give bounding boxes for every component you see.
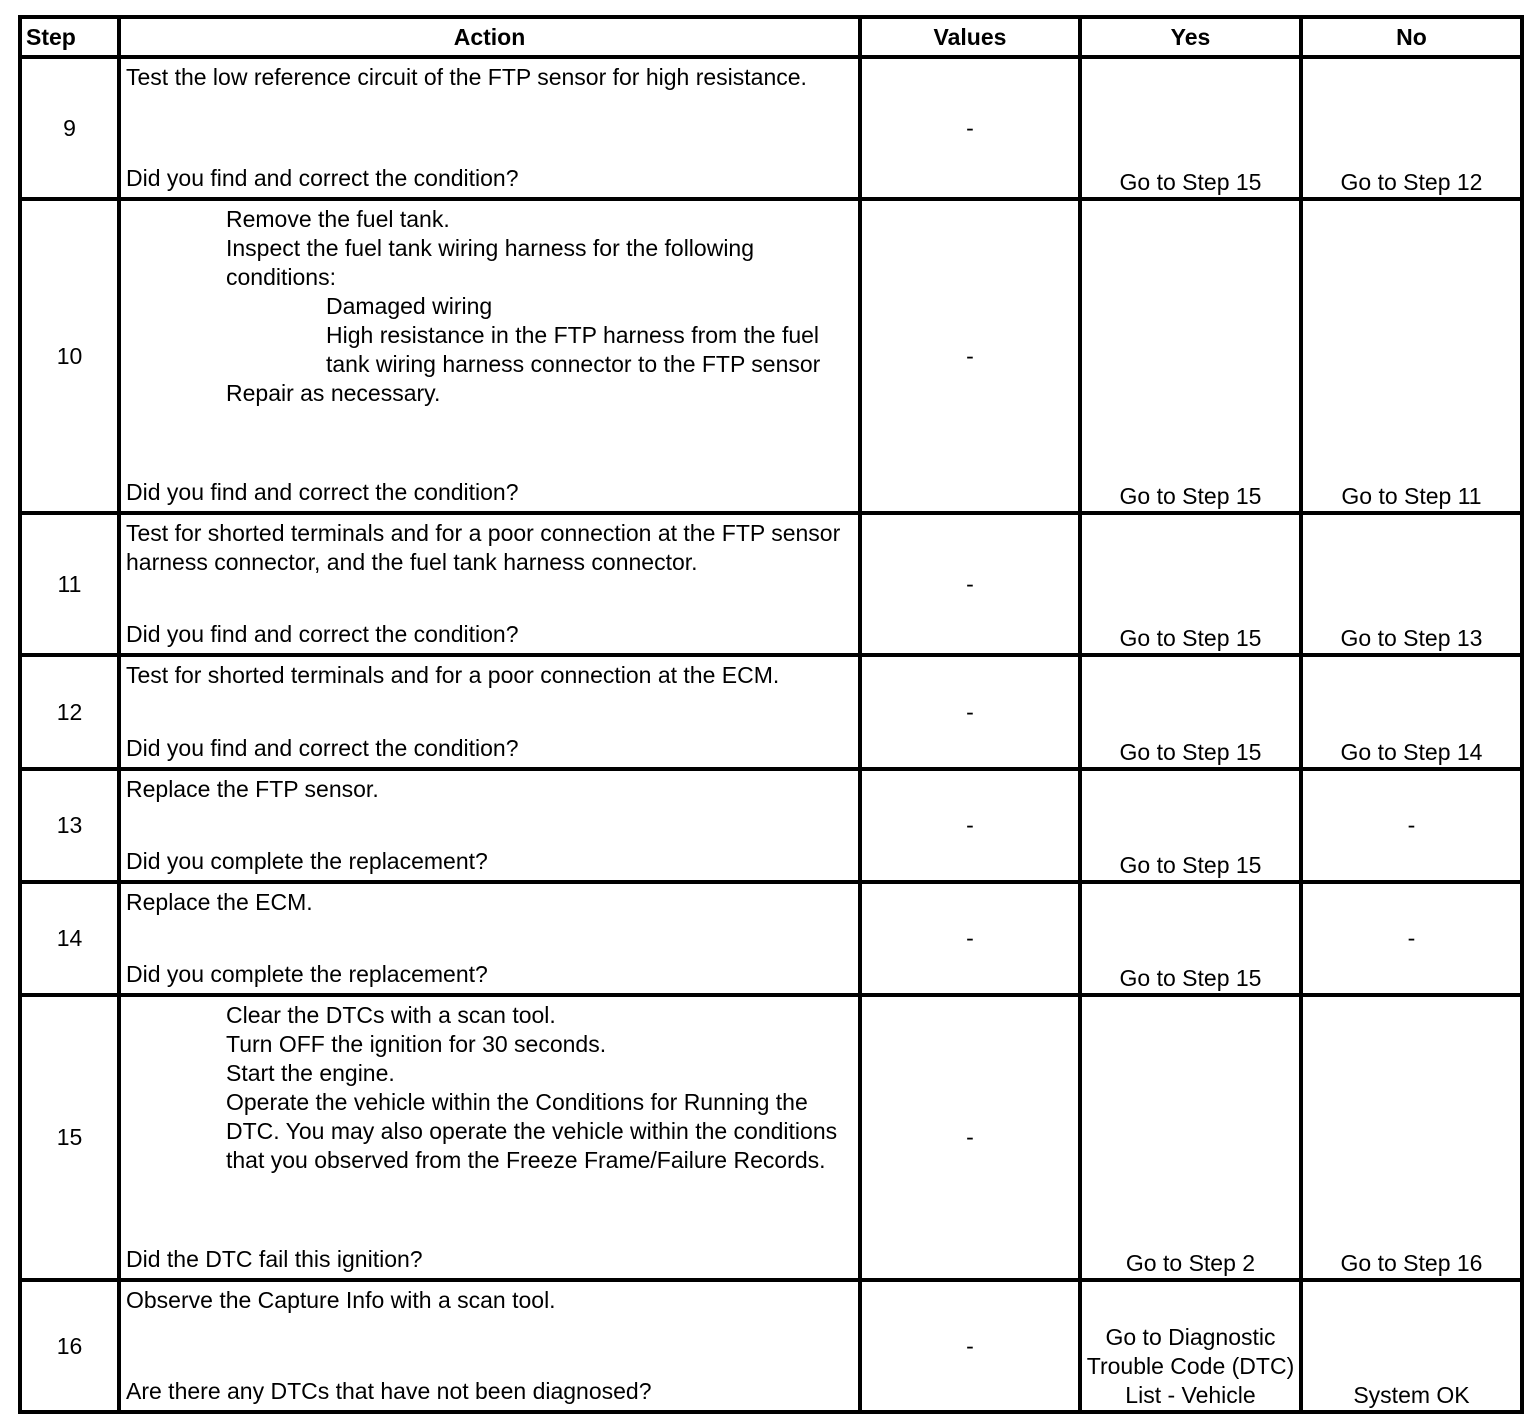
action-cell [119, 1280, 860, 1412]
yes-cell: Go to Step 2 [1080, 995, 1301, 1280]
table-row [20, 882, 1522, 995]
table-row [20, 513, 1522, 655]
action-text: Remove the fuel tank. [226, 206, 450, 232]
diagnostic-table [18, 15, 1524, 1414]
action-text: High resistance in the FTP harness from the fuel tank wiring harness connector to the FTP sensor [326, 322, 821, 377]
action-cell [119, 769, 860, 882]
action-question: Did the DTC fail this ignition? [126, 1246, 423, 1272]
table-row [20, 655, 1522, 769]
yes-cell: Go to Step 15 [1080, 57, 1301, 199]
step-number: 16 [20, 1280, 119, 1412]
no-cell: Go to Step 12 [1301, 57, 1522, 199]
action-cell [119, 655, 860, 769]
yes-cell: Go to Step 15 [1080, 882, 1301, 995]
header-action: Action [119, 17, 860, 57]
action-cell [119, 57, 860, 199]
action-text: Damaged wiring [326, 293, 493, 319]
action-question: Are there any DTCs that have not been diagnosed? [126, 1378, 652, 1404]
table-row [20, 199, 1522, 513]
action-text: Replace the ECM. [126, 889, 313, 915]
action-text: Replace the FTP sensor. [126, 776, 379, 802]
action-text: Inspect the fuel tank wiring harness for the following conditions: [226, 235, 755, 290]
yes-cell: Go to Step 15 [1080, 513, 1301, 655]
header-yes: Yes [1080, 17, 1301, 57]
values-cell: - [860, 655, 1080, 769]
values-cell: - [860, 769, 1080, 882]
step-number: 9 [20, 57, 119, 199]
step-number: 11 [20, 513, 119, 655]
action-text: Test for shorted terminals and for a poor connection at the FTP sensor harness connector, and the fuel tank harness connector. [126, 520, 841, 575]
yes-cell: Go to Diagnostic Trouble Code (DTC) List - Vehicle [1080, 1280, 1301, 1412]
header-values: Values [860, 17, 1080, 57]
action-question: Did you find and correct the condition? [126, 735, 519, 761]
no-cell: System OK [1301, 1280, 1522, 1412]
table-row [20, 57, 1522, 199]
action-question: Did you find and correct the condition? [126, 165, 519, 191]
table-row [20, 769, 1522, 882]
no-cell: Go to Step 13 [1301, 513, 1522, 655]
step-number: 15 [20, 995, 119, 1280]
header-step: Step [20, 17, 119, 57]
no-cell: Go to Step 16 [1301, 995, 1522, 1280]
action-text: Test the low reference circuit of the FTP sensor for high resistance. [126, 64, 807, 90]
yes-cell: Go to Step 15 [1080, 655, 1301, 769]
table-body [20, 57, 1522, 1412]
action-text: Clear the DTCs with a scan tool. [226, 1002, 556, 1028]
yes-cell: Go to Step 15 [1080, 769, 1301, 882]
action-question: Did you find and correct the condition? [126, 621, 519, 647]
action-question: Did you find and correct the condition? [126, 479, 519, 505]
no-cell: - [1301, 769, 1522, 882]
action-text: Operate the vehicle within the Conditions for Running the DTC. You may also operate the vehicle within the conditions that you observed from the Freeze Frame/Failure Records. [226, 1089, 838, 1173]
action-cell [119, 199, 860, 513]
action-cell [119, 882, 860, 995]
values-cell: - [860, 995, 1080, 1280]
action-question: Did you complete the replacement? [126, 848, 488, 874]
action-text: Start the engine. [226, 1060, 395, 1086]
values-cell: - [860, 513, 1080, 655]
header-no: No [1301, 17, 1522, 57]
action-question: Did you complete the replacement? [126, 961, 488, 987]
values-cell: - [860, 882, 1080, 995]
step-number: 13 [20, 769, 119, 882]
no-cell: - [1301, 882, 1522, 995]
action-text: Turn OFF the ignition for 30 seconds. [226, 1031, 607, 1057]
step-number: 14 [20, 882, 119, 995]
values-cell: - [860, 199, 1080, 513]
yes-cell: Go to Step 15 [1080, 199, 1301, 513]
action-cell [119, 513, 860, 655]
no-cell: Go to Step 14 [1301, 655, 1522, 769]
no-cell: Go to Step 11 [1301, 199, 1522, 513]
values-cell: - [860, 57, 1080, 199]
action-text: Repair as necessary. [226, 380, 441, 406]
table-row [20, 1280, 1522, 1412]
header-row [20, 17, 1522, 57]
step-number: 10 [20, 199, 119, 513]
action-text: Observe the Capture Info with a scan tool. [126, 1287, 556, 1313]
table-row [20, 995, 1522, 1280]
action-cell [119, 995, 860, 1280]
values-cell: - [860, 1280, 1080, 1412]
action-text: Test for shorted terminals and for a poor connection at the ECM. [126, 662, 780, 688]
step-number: 12 [20, 655, 119, 769]
